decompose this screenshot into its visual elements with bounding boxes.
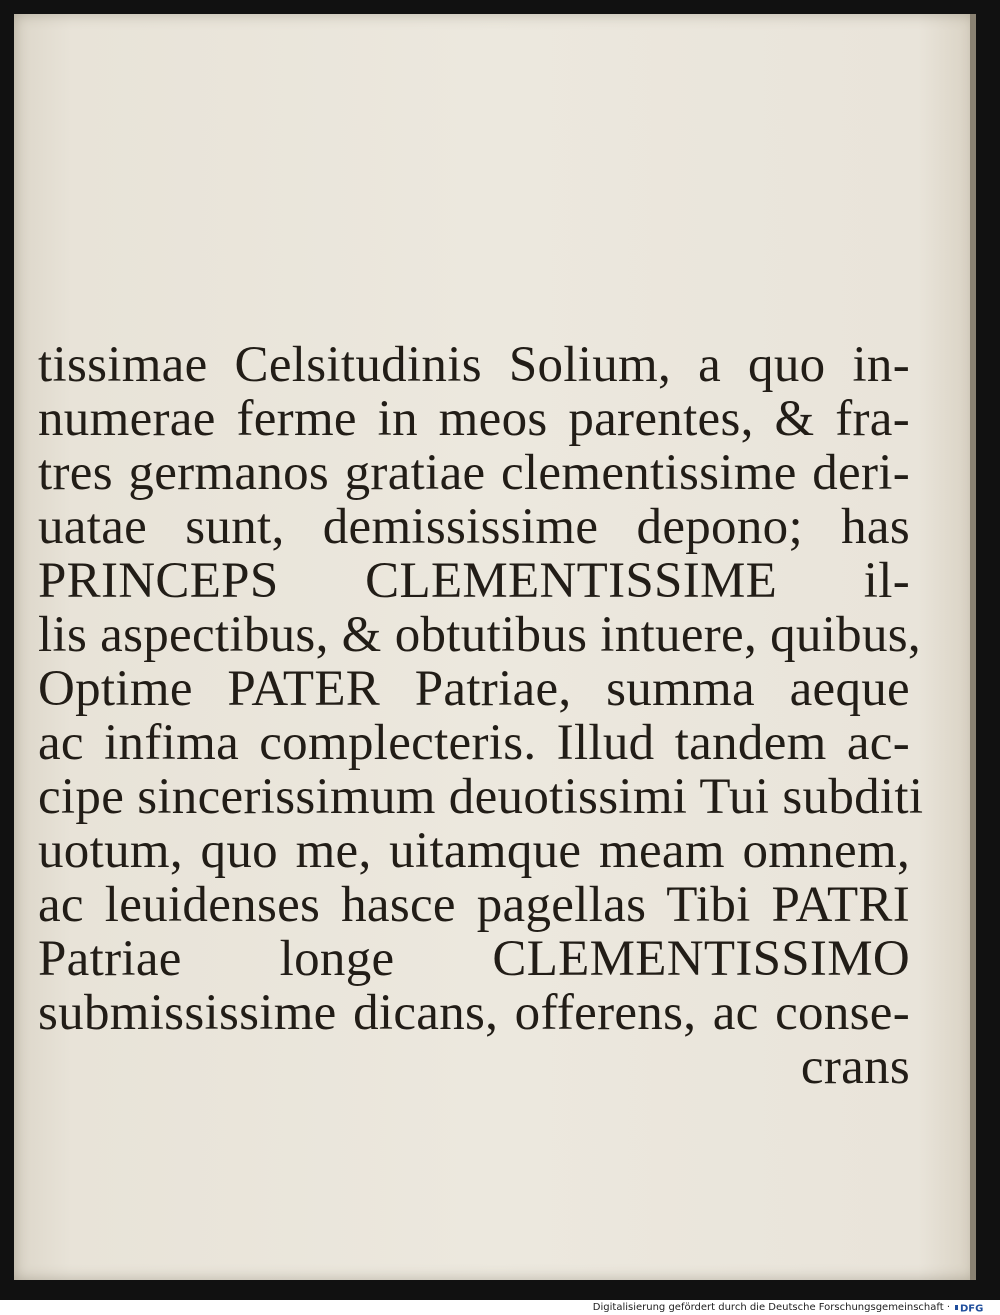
text-line: tres germanos gratiae clementissime deri- <box>38 445 910 501</box>
text-line: crans <box>800 1039 910 1095</box>
text-line: cipe sincerissimum deuotissimi Tui subditi <box>38 769 924 825</box>
text-line: PRINCEPS CLEMENTISSIME il- <box>38 553 910 609</box>
dfg-logo-icon <box>954 1302 992 1313</box>
text-line: Patriae longe CLEMENTISSIMO <box>38 931 910 987</box>
text-line: uotum, quo me, uitamque meam omnem, <box>38 823 910 879</box>
page-edge <box>970 14 976 1280</box>
digitization-credit: Digitalisierung gefördert durch die Deutsche Forschungsgemeinschaft · <box>592 1302 950 1313</box>
text-line: tissimae Celsitudinis Solium, a quo in- <box>38 337 910 393</box>
body-text <box>38 337 924 1095</box>
text-line: uatae sunt, demississime depono; has <box>38 499 910 555</box>
text-line: lis aspectibus, & obtutibus intuere, quibus, <box>38 607 921 663</box>
text-line: submississime dicans, offerens, ac conse- <box>38 985 910 1041</box>
footer-bar <box>0 1300 1000 1315</box>
text-line: numerae ferme in meos parentes, & fra- <box>38 391 910 447</box>
text-line: ac infima complecteris. Illud tandem ac- <box>38 715 910 771</box>
text-line: Optime PATER Patriae, summa aeque <box>38 661 910 717</box>
dfg-logo-text: DFG <box>960 1303 984 1313</box>
text-line: ac leuidenses hasce pagellas Tibi PATRI <box>38 877 910 933</box>
